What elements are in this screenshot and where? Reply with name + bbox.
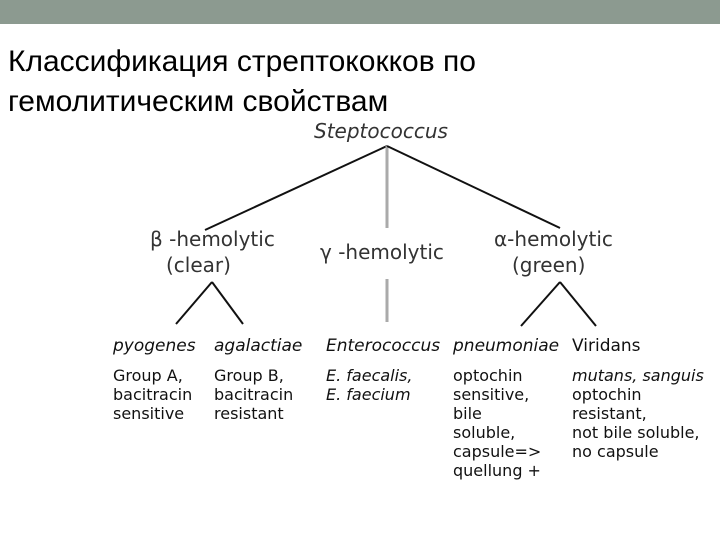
alpha-hemolytic-label: α-hemolytic: [494, 227, 613, 251]
desc-line: mutans, sanguis: [572, 366, 704, 385]
alpha-hemolytic-node: [494, 226, 613, 278]
desc-line: optochin: [572, 385, 642, 404]
beta-hemolytic-note: (clear): [166, 253, 231, 277]
desc-line: no capsule: [572, 442, 659, 461]
leaf-enterococcus-name: Enterococcus: [326, 336, 441, 356]
leaf-pneumoniae-desc: [453, 366, 541, 480]
desc-line: optochin: [453, 366, 523, 385]
gamma-hemolytic-node: [320, 239, 444, 265]
edge-beta-agalactiae: [212, 282, 243, 324]
gamma-hemolytic-label: γ -hemolytic: [320, 240, 444, 264]
desc-line: sensitive,: [453, 385, 530, 404]
leaf-viridans-desc: [572, 366, 704, 461]
edge-alpha-pneumoniae: [521, 282, 560, 326]
alpha-hemolytic-note: (green): [512, 253, 586, 277]
desc-line: Group A,: [113, 366, 183, 385]
desc-line: soluble,: [453, 423, 516, 442]
beta-hemolytic-node: [150, 226, 275, 278]
leaf-viridans-name: Viridans: [572, 336, 641, 356]
leaf-agalactiae-name: agalactiae: [214, 336, 303, 356]
desc-line: quellung +: [453, 461, 541, 480]
slide-title-line-1: Классификация стрептококков по: [8, 45, 476, 79]
edge-beta-pyogenes: [176, 282, 212, 324]
desc-line: Group B,: [214, 366, 284, 385]
leaf-pyogenes-desc: [113, 366, 192, 423]
desc-line: E. faecium: [326, 385, 411, 404]
desc-line: bacitracin: [214, 385, 294, 404]
desc-line: resistant: [214, 404, 284, 423]
leaf-agalactiae-desc: [214, 366, 293, 423]
desc-line: resistant,: [572, 404, 647, 423]
leaf-pneumoniae-name: pneumoniae: [453, 336, 560, 356]
desc-line: E. faecalis,: [326, 366, 413, 385]
edge-root-alpha: [387, 146, 560, 228]
desc-line: bacitracin: [113, 385, 193, 404]
desc-line: bile: [453, 404, 482, 423]
slide-title-line-2: гемолитическим свойствам: [8, 85, 389, 119]
leaf-enterococcus-desc: [326, 366, 412, 404]
tree-root-label: Steptococcus: [314, 119, 448, 143]
beta-hemolytic-label: β -hemolytic: [150, 227, 275, 251]
desc-line: capsule=>: [453, 442, 542, 461]
desc-line: sensitive: [113, 404, 185, 423]
edge-alpha-viridans: [560, 282, 596, 326]
desc-line: not bile soluble,: [572, 423, 700, 442]
edge-root-beta: [205, 146, 387, 230]
leaf-pyogenes-name: pyogenes: [113, 336, 196, 356]
